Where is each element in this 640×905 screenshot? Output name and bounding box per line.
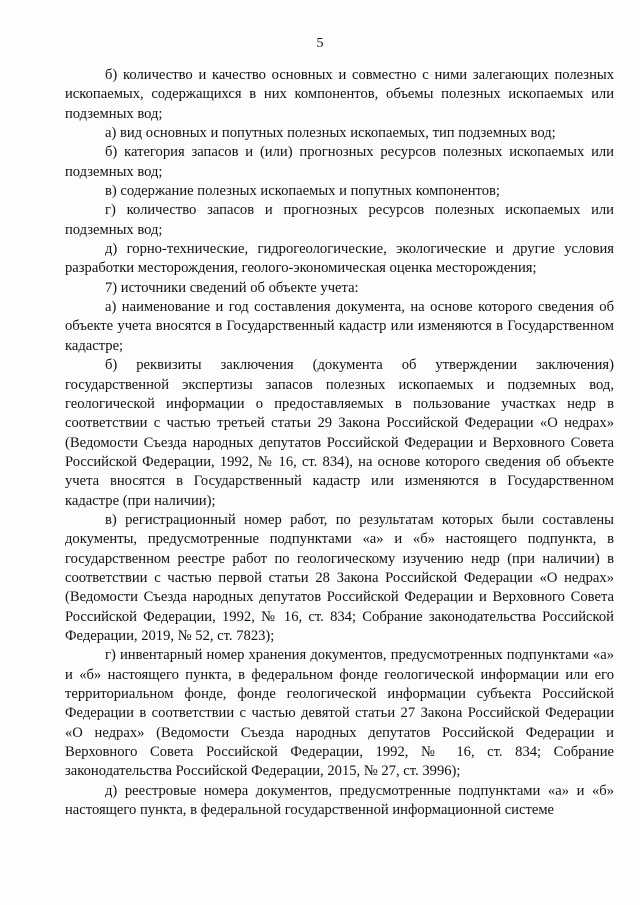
paragraph-7-b: б) реквизиты заключения (документа об утверждении заключения) государственной экспертизы запасов полезных ископаемых и подземных вод, геологической информации о предоставляемых в пользование участках недр в соответствии с частью третьей статьи 29 Закона Российской Федерации «О недрах» (Ведомости Съезда народных депутатов Российской Федерации и Верховного Совета Российской Федерации, 1992, № 16, ст. 834), на основе которого сведения об объекте учета вносятся в Государственный кадастр или изменяются в Государственном кадастре (при наличии); xyxy=(65,357,614,509)
paragraph-7-v: в) регистрационный номер работ, по результатам которых были составлены документы, предусмотренные подпунктами «а» и «б» настоящего подпункта, в государственном реестре работ по геологическому изучению недр (при наличии) в соответствии с частью первой статьи 28 Закона Российской Федерации «О недрах» (Ведомости Съезда народных депутатов Российской Федерации и Верховного Совета Российской Федерации, 1992, № 16, ст. 834; Собрание законодательства Российской Федерации, 2019, № 52, ст. 7823); xyxy=(65,511,614,644)
paragraph-7-heading: 7) источники сведений об объекте учета: xyxy=(105,279,359,296)
paragraph-6b-b: б) категория запасов и (или) прогнозных ресурсов полезных ископаемых или подземных вод; xyxy=(65,144,614,180)
paragraph-6b-a: а) вид основных и попутных полезных ископаемых, тип подземных вод; xyxy=(105,125,556,142)
paragraph-6b-v: в) содержание полезных ископаемых и попутных компонентов; xyxy=(105,183,500,200)
document-body xyxy=(65,66,614,820)
paragraph-6b-g: г) количество запасов и прогнозных ресурсов полезных ископаемых или подземных вод; xyxy=(65,202,614,238)
paragraph-7-a: а) наименование и год составления документа, на основе которого сведения об объекте учета вносятся в Государственный кадастр или изменяются в Государственном кадастре; xyxy=(65,299,614,354)
paragraph-6b-intro: б) количество и качество основных и совместно с ними залегающих полезных ископаемых, содержащихся в них компонентов, объемы полезных ископаемых или подземных вод; xyxy=(65,67,614,122)
page-number: 5 xyxy=(316,36,324,51)
paragraph-7-g: г) инвентарный номер хранения документов, предусмотренных подпунктами «а» и «б» настоящего пункта, в федеральном фонде геологической информации или его территориальном фонде, фонде геологической информации субъекта Российской Федерации в соответствии с частью девятой статьи 27 Закона Российской Федерации «О недрах» (Ведомости Съезда народных депутатов Российской Федерации и Верховного Совета Российской Федерации, 1992, № 16, ст. 834; Собрание законодательства Российской Федерации, 2015, № 27, ст. 3996); xyxy=(65,647,614,780)
paragraph-6b-d: д) горно-технические, гидрогеологические, экологические и другие условия разработки месторождения, геолого-экономическая оценка месторождения; xyxy=(65,241,614,277)
paragraph-7-d: д) реестровые номера документов, предусмотренные подпунктами «а» и «б» настоящего пункта, в федеральной государственной информационной системе xyxy=(65,782,614,819)
